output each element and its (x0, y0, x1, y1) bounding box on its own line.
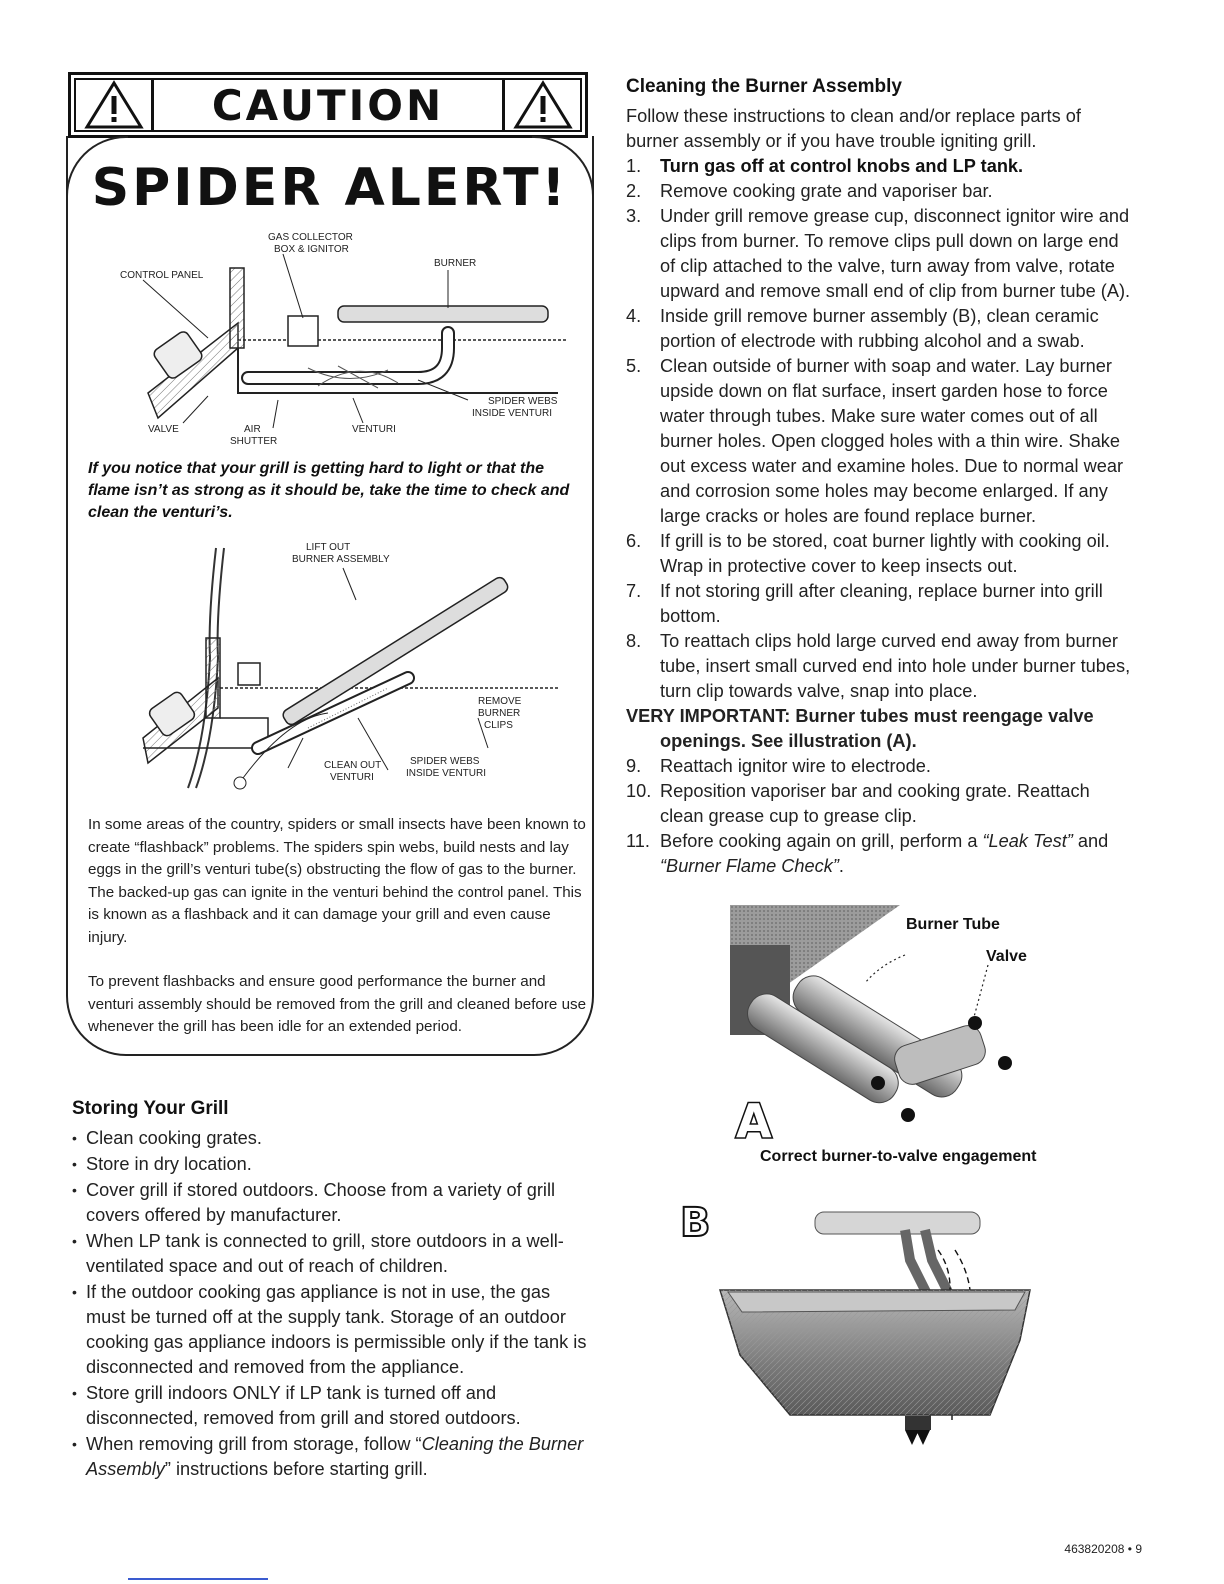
label-burner-assembly: BURNER ASSEMBLY (292, 554, 390, 565)
caution-inner (74, 78, 582, 132)
spider-alert-title: SPIDER ALERT! (91, 158, 569, 218)
label-shutter: SHUTTER (230, 436, 278, 447)
step-number: 3. (626, 206, 642, 226)
step-number: 11. (626, 831, 650, 851)
list-item (72, 1432, 592, 1482)
cleaning-heading: Cleaning the Burner Assembly (626, 76, 902, 97)
flashback-paragraph: In some areas of the country, spiders or small insects have been known to create “flashback” problems. The spiders spin webs, build nests and lay eggs in the grill’s venturi tube(s) obstructing the flow of gas to the burner. The backed-up gas can ignite in the venturi behind the control panel. This is known as a flashback and it can damage your grill and even cause injury. (88, 816, 586, 946)
step-number: 6. (626, 531, 642, 551)
label-air: AIR (244, 424, 261, 435)
label-venturi: VENTURI (352, 424, 396, 435)
step-text: Turn gas off at control knobs and LP tank. (660, 156, 1024, 176)
step-item (626, 829, 1136, 879)
warning-triangle-icon (502, 80, 580, 130)
step-text: If grill is to be stored, coat burner lightly with cooking oil. Wrap in protective cover to keep insects out. (660, 531, 1110, 576)
label-remove: REMOVE (478, 696, 522, 707)
label-control-panel: CONTROL PANEL (120, 270, 204, 281)
spider-alert-panel (66, 136, 594, 1056)
very-important-note: VERY IMPORTANT: Burner tubes must reengage valve openings. See illustration (A). (626, 706, 1094, 751)
step-number: 2. (626, 181, 642, 201)
caution-label: CAUTION (154, 80, 502, 130)
step-item (626, 629, 1136, 704)
step-text: Reattach ignitor wire to electrode. (660, 756, 931, 776)
figure-b-letter: B (680, 1200, 711, 1246)
label-spider-webs: SPIDER WEBS (488, 396, 558, 407)
label-burner-tube: Burner Tube (906, 916, 1000, 933)
list-item: • Cover grill if stored outdoors. Choose from a variety of grill covers offered by manufacturer. (72, 1178, 592, 1228)
figure-a-drawing (730, 905, 1030, 1145)
label-inside-venturi-2: INSIDE VENTURI (406, 768, 487, 779)
step-item (626, 579, 1136, 629)
storing-list (72, 1126, 592, 1483)
list-item: • If the outdoor cooking gas appliance is not in use, the gas must be turned off at the supply tank. Storage of an outdoor cooking gas appliance indoors is permissible only if the tank is disconnected and removed from the appliance. (72, 1280, 592, 1380)
venturi-diagram (88, 228, 578, 448)
step-text: Reposition vaporiser bar and cooking grate. Reattach clean grease cup to grease clip. (660, 781, 1090, 826)
step-text: Clean outside of burner with soap and water. Lay burner upside down on flat surface, insert garden hose to force water through tubes. Make sure water comes out of all burner holes. Open clogged holes with a thin wire. Shake out excess water and examine holes. Due to normal wear and corrosion some holes may become enlarged. If any large cracks or holes are found replace burner. (660, 356, 1124, 526)
step-item (626, 204, 1136, 304)
storing-heading: Storing Your Grill (72, 1098, 229, 1119)
step-item (626, 529, 1136, 579)
step-text: . (838, 856, 844, 876)
step-item (626, 354, 1136, 529)
step-text: If not storing grill after cleaning, replace burner into grill bottom. (660, 581, 1103, 626)
step-item (626, 779, 1136, 829)
label-burner: BURNER (434, 258, 477, 269)
step-item (626, 304, 1136, 354)
step-number: 8. (626, 631, 642, 651)
step-number: 5. (626, 356, 642, 376)
cleaning-intro: Follow these instructions to clean and/or replace parts of burner assembly or if you have trouble igniting grill. (626, 106, 1081, 151)
caution-banner (68, 72, 588, 138)
label-box-ignitor: BOX & IGNITOR (274, 244, 349, 255)
list-item: • Clean cooking grates. (72, 1126, 592, 1151)
label-spider-webs-2: SPIDER WEBS (410, 756, 480, 767)
step-text: Inside grill remove burner assembly (B), clean ceramic portion of electrode with rubbing alcohol and a swab. (660, 306, 1099, 351)
step-item (626, 754, 1136, 779)
label-inside-venturi: INSIDE VENTURI (472, 408, 553, 419)
warning-triangle-icon (76, 80, 154, 130)
label-valve-a: Valve (986, 948, 1027, 965)
step-number: 7. (626, 581, 642, 601)
step-number: 4. (626, 306, 642, 326)
prevention-paragraph: To prevent flashbacks and ensure good performance the burner and venturi assembly should be removed from the grill and cleaned before use whenever the grill has been idle for an extended period. (88, 973, 587, 1035)
spider-alert-notice: If you notice that your grill is getting hard to light or that the flame isn’t as strong as it should be, take the time to check and clean the venturi’s. (88, 460, 570, 521)
list-item: • Store grill indoors ONLY if LP tank is turned off and disconnected, removed from grill and stored outdoors. (72, 1381, 592, 1431)
step-text: Remove cooking grate and vaporiser bar. (660, 181, 993, 201)
last-item-post: ” instructions before starting grill. (164, 1459, 428, 1479)
figure-b-drawing (680, 1190, 1060, 1490)
step-text: To reattach clips hold large curved end away from burner tube, insert small curved end into hole under burner tubes, turn clip towards valve, snap into place. (660, 631, 1131, 701)
step-item (626, 154, 1136, 179)
label-gas-collector: GAS COLLECTOR (268, 232, 353, 243)
list-item: • Store in dry location. (72, 1152, 592, 1177)
label-remove-burner: BURNER (478, 708, 521, 719)
figure-a-letter: A (736, 1094, 772, 1145)
step-text: Under grill remove grease cup, disconnect ignitor wire and clips from burner. To remove clips pull down on large end of clip attached to the valve, turn away from valve, rotate upward and remove small end of clip from burner tube (A). (660, 206, 1131, 301)
flame-check-ref: “Burner Flame Check” (660, 856, 839, 876)
step-item (626, 179, 1136, 204)
page-footer-code: 463820208 • 9 (1064, 1542, 1142, 1556)
last-item-italic: Cleaning the Burner Assembly (86, 1434, 584, 1479)
step-number: 9. (626, 756, 642, 776)
label-clips: CLIPS (484, 720, 513, 731)
last-item-pre: When removing grill from storage, follow “ (86, 1434, 422, 1454)
figure-a-caption: Correct burner-to-valve engagement (760, 1148, 1037, 1165)
label-clean-out: CLEAN OUT (324, 760, 382, 771)
label-clean-out-venturi: VENTURI (330, 772, 374, 783)
figure-b-burner-assembly (680, 1190, 1060, 1490)
leak-test-ref: “Leak Test” (982, 831, 1073, 851)
footer-divider (128, 1578, 268, 1580)
cleaning-steps (626, 154, 1136, 879)
label-lift-out: LIFT OUT (306, 542, 351, 553)
step-text: Before cooking again on grill, perform a (660, 831, 983, 851)
step-number: 1. (626, 156, 642, 176)
list-item: • When LP tank is connected to grill, store outdoors in a well-ventilated space and out of reach of children. (72, 1229, 592, 1279)
label-valve: VALVE (148, 424, 179, 435)
step-text: and (1072, 831, 1109, 851)
step-number: 10. (626, 781, 652, 801)
burner-removal-diagram (88, 538, 578, 808)
figure-a-burner-valve (730, 905, 1030, 1145)
